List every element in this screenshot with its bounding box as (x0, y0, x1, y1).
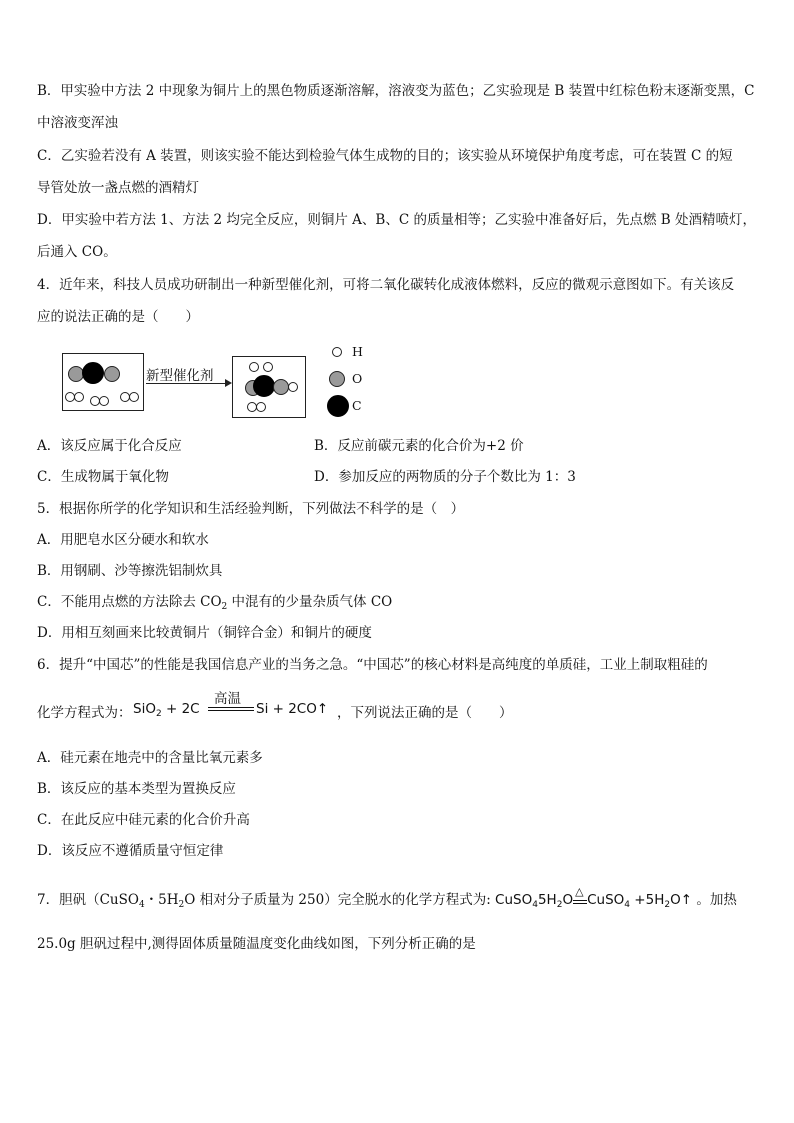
hydrogen-atom (288, 382, 298, 392)
option-d-line1: D．甲实验中若方法 1、方法 2 均完全反应，则铜片 A、B、C 的质量相等；乙实验中准备好后，先点燃 B 处酒精喷灯， (37, 212, 756, 228)
oxygen-atom (104, 366, 120, 382)
hydrogen-atom (99, 396, 109, 406)
option-c-line1: C．乙实验若没有 A 装置，则该实验不能达到检验气体生成物的目的；该实验从环境保护角度考虑，可在装置 C 的短 (37, 148, 733, 164)
q7-stem-pre: 7．胆矾（CuSO (37, 892, 139, 908)
carbon-atom (82, 362, 104, 384)
q7-stem-line1: 7．胆矾（CuSO$_4$・$5H_2O$ 相对分子质量为 250）完全脱水的化学方程式为: $CuSO_45H_2O$ △ CuSO$_4$ $+5H_2O↑$ 。加热 (37, 885, 737, 910)
legend-c-label: C (352, 398, 362, 413)
q6-eq-prefix: 化学方程式为： (37, 705, 132, 721)
q6-option-b[interactable]: B．该反应的基本类型为置换反应 (37, 781, 236, 797)
carbon-legend-icon (327, 395, 349, 417)
reaction-arrow (146, 383, 230, 384)
q5-option-c-pre: C．不能用点燃的方法除去 CO (37, 594, 222, 610)
oxygen-legend-icon (329, 371, 345, 387)
q6-stem-line1: 6．提升“中国芯”的性能是我国信息产业的当务之急。“中国芯”的核心材料是高纯度的单质硅，工业上制取粗硅的 (37, 657, 708, 673)
q5-option-a[interactable]: A．用肥皂水区分硬水和软水 (37, 532, 209, 548)
option-c-line2: 导管处放一盏点燃的酒精灯 (37, 180, 199, 196)
hydrogen-legend-icon (332, 347, 342, 357)
hydrogen-atom (256, 402, 266, 412)
q5-stem: 5．根据你所学的化学知识和生活经验判断，下列做法不科学的是（ ） (37, 501, 465, 517)
q5-option-b[interactable]: B．用钢刷、沙等擦洗铝制炊具 (37, 563, 223, 579)
q6-eq-left: SiO$_2$ + 2C (133, 701, 200, 719)
heat-triangle-icon: △ (575, 885, 584, 898)
legend-o-label: O (352, 371, 363, 386)
catalyst-label: 新型催化剂 (146, 368, 214, 384)
q4-option-b[interactable]: B．反应前碳元素的化合价为+2 价 (314, 438, 524, 454)
q6-option-a[interactable]: A．硅元素在地壳中的含量比氧元素多 (37, 750, 263, 766)
q7-equation: $CuSO_45H_2O$ △ CuSO$_4$ $+5H_2O↑$ (495, 885, 693, 910)
q4-stem-line1: 4．近年来，科技人员成功研制出一种新型催化剂，可将二氧化碳转化成液体燃料，反应的微观示意图如下。有关该反 (37, 277, 735, 293)
option-b-line2: 中溶液变浑浊 (37, 115, 118, 131)
q6-option-c[interactable]: C．在此反应中硅元素的化合价升高 (37, 812, 250, 828)
q6-eq-sign-bottom (208, 710, 254, 711)
carbon-atom (253, 375, 275, 397)
q7-eq-sign (573, 885, 587, 904)
q6-eq-sign-top (208, 707, 254, 708)
legend-h-label: H (352, 344, 363, 359)
q6-eq-suffix: ，下列说法正确的是（ ） (337, 705, 513, 721)
products-box (232, 356, 306, 418)
oxygen-atom (273, 379, 289, 395)
q4-option-d[interactable]: D．参加反应的两物质的分子个数比为 1：3 (314, 469, 576, 485)
arrow-head-icon (225, 379, 232, 387)
q7-stem-post: 。加热 (696, 892, 737, 908)
hydrogen-atom (129, 392, 139, 402)
hydrogen-atom (263, 362, 273, 372)
hydrogen-atom (74, 392, 84, 402)
atom-legend (328, 344, 388, 420)
q6-eq-right: Si + 2CO↑ (256, 701, 329, 717)
q5-option-c[interactable] (37, 593, 392, 616)
option-b-line1: B．甲实验中方法 2 中现象为铜片上的黑色物质逐渐溶解，溶液变为蓝色；乙实验现是 B 装置中红棕色粉末逐渐变黑，C (37, 83, 755, 99)
q4-option-a[interactable]: A．该反应属于化合反应 (37, 438, 182, 454)
q5-option-c-sub: 2 (221, 602, 228, 612)
q6-eq-condition: 高温 (214, 691, 241, 707)
option-d-line2: 后通入 CO。 (37, 244, 117, 260)
q7-stem-line2: 25.0g 胆矾过程中,测得固体质量随温度变化曲线如图，下列分析正确的是 (37, 936, 476, 952)
q6-option-d[interactable]: D．该反应不遵循质量守恒定律 (37, 843, 224, 859)
q4-stem-line2: 应的说法正确的是（ ） (37, 309, 199, 325)
q4-option-c[interactable]: C．生成物属于氧化物 (37, 469, 169, 485)
q5-option-d[interactable]: D．用相互刻画来比较黄铜片（铜锌合金）和铜片的硬度 (37, 625, 372, 641)
q5-option-c-post: 中混有的少量杂质气体 CO (227, 594, 393, 610)
hydrogen-atom (249, 362, 259, 372)
reactants-box (62, 353, 144, 411)
